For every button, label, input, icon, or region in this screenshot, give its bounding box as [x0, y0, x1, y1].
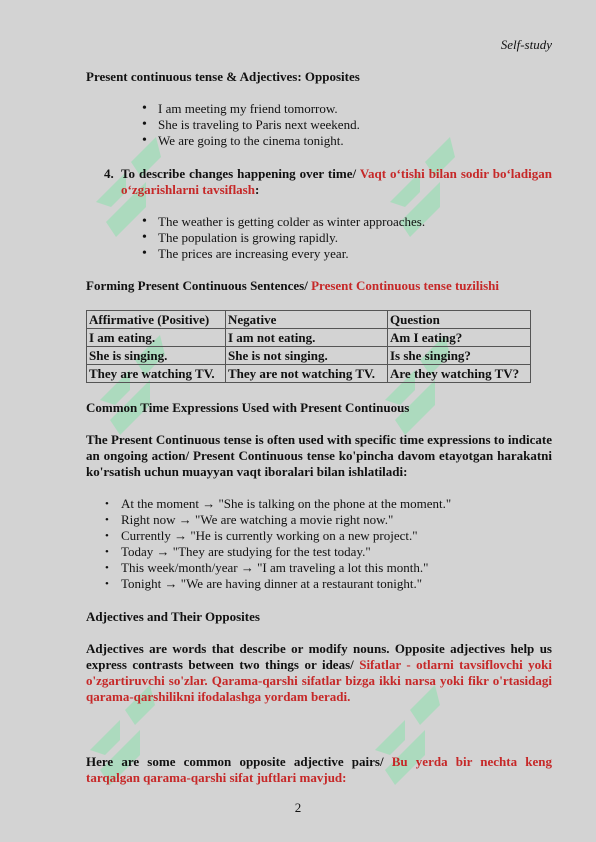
table-row	[87, 329, 531, 347]
list-item: • Right now → "We are watching a movie right now."	[121, 512, 551, 528]
table-row	[87, 365, 531, 383]
section4-bullet-list	[158, 214, 558, 262]
header-label: Self-study	[500, 37, 552, 52]
section1-bullet-list	[158, 101, 558, 149]
list-item: • I am meeting my friend tomorrow.	[158, 101, 558, 117]
table-cell: She is not singing.	[226, 347, 388, 365]
list-item: • At the moment → "She is talking on the phone at the moment."	[121, 496, 551, 512]
table-cell: She is singing.	[87, 347, 226, 365]
section-number: 4.	[104, 166, 114, 181]
list-item: • She is traveling to Paris next weekend.	[158, 117, 558, 133]
table-cell: They are watching TV.	[87, 365, 226, 383]
table-header-cell: Question	[388, 311, 531, 329]
list-item: • Today → "They are studying for the test today."	[121, 544, 551, 560]
table-cell: Am I eating?	[388, 329, 531, 347]
section4-heading: 4. To describe changes happening over time/ Vaqt o‘tishi bilan sodir bo‘ladigan o‘zgarishlarni tavsiflash:	[104, 166, 552, 197]
adjectives-title: Adjectives and Their Opposites	[86, 609, 260, 624]
conjugation-table	[86, 310, 531, 383]
forming-title: Forming Present Continuous Sentences/ Present Continuous tense tuzilishi	[86, 278, 500, 293]
section4-text-en: To describe changes happening over time/	[121, 166, 360, 181]
table-cell: Is she singing?	[388, 347, 531, 365]
time-expressions-list	[121, 496, 551, 592]
list-item: • This week/month/year → "I am traveling a lot this month."	[121, 560, 551, 576]
adjective-pairs-intro: Here are some common opposite adjective pairs/ Bu yerda bir nechta keng tarqalgan qarama-qarshi sifat juftlari mavjud:	[86, 754, 552, 785]
table-header-cell: Affirmative (Positive)	[87, 311, 226, 329]
list-item: • The weather is getting colder as winter approaches.	[158, 214, 558, 230]
table-cell: I am eating.	[87, 329, 226, 347]
list-item: • The population is growing rapidly.	[158, 230, 558, 246]
table-row	[87, 347, 531, 365]
section1-title: Present continuous tense & Adjectives: Opposites	[86, 69, 360, 84]
table-cell: Are they watching TV?	[388, 365, 531, 383]
time-expressions-intro: The Present Continuous tense is often used with specific time expressions to indicate an ongoing action/ Present Continuous tense ko'pincha davom etayotgan harakatni ko'rsatish uchun muayyan vaqt iboralari bilan ishlatiladi:	[86, 432, 552, 479]
page-number: 2	[294, 800, 302, 815]
list-item: • The prices are increasing every year.	[158, 246, 558, 262]
table-cell: They are not watching TV.	[226, 365, 388, 383]
section4-text-uz: Vaqt o‘tishi bilan sodir bo‘ladigan o‘zgarishlarni tavsiflash	[121, 166, 552, 197]
adjectives-paragraph: Adjectives are words that describe or modify nouns. Opposite adjectives help us express contrasts between two things or ideas/ Sifatlar - otlarni tavsiflovchi yoki o'zgartiruvchi so'zlar. Qarama-qarshi sifatlar bizga ikki narsa yoki fikr o'rtasidagi qarama-qarshilikni ifodalashga yordam beradi.	[86, 641, 553, 704]
table-header-row	[87, 311, 531, 329]
list-item: • We are going to the cinema tonight.	[158, 133, 558, 149]
list-item: • Currently → "He is currently working on a new project."	[121, 528, 551, 544]
list-item: • Tonight → "We are having dinner at a restaurant tonight."	[121, 576, 551, 592]
table-header-cell: Negative	[226, 311, 388, 329]
time-expressions-title: Common Time Expressions Used with Present Continuous	[86, 400, 410, 415]
table-cell: I am not eating.	[226, 329, 388, 347]
